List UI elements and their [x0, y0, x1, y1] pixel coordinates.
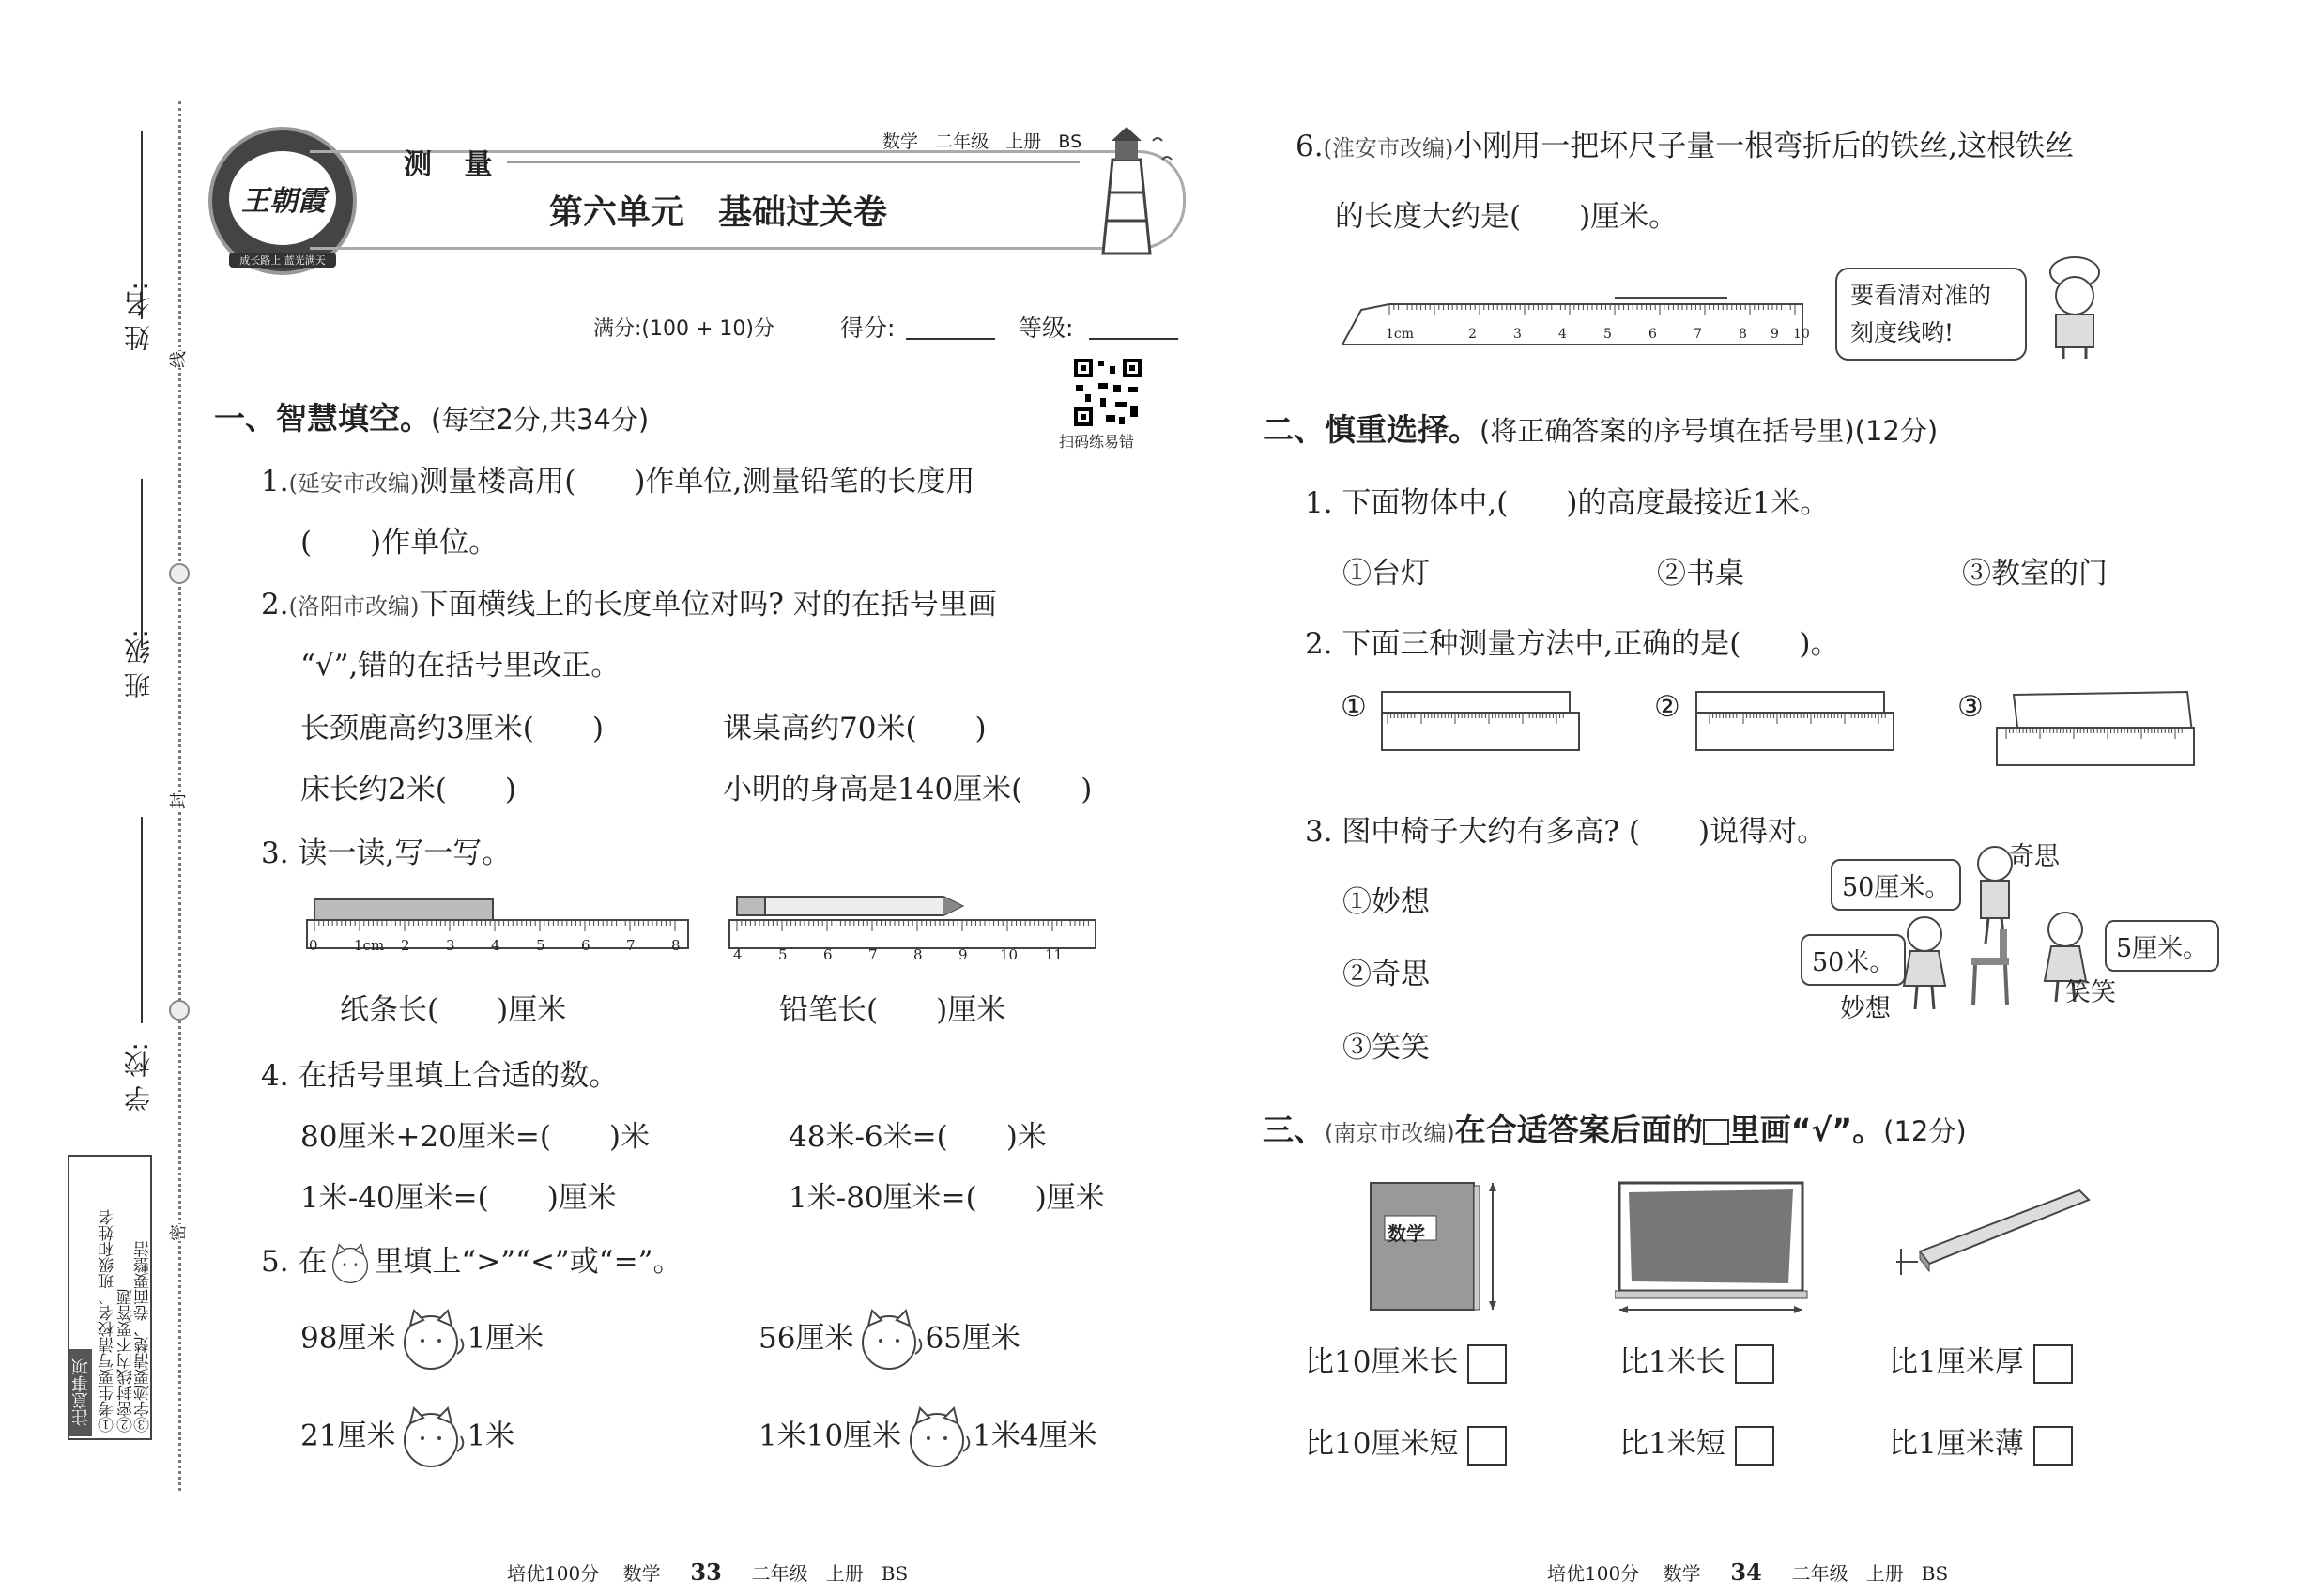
speech-bubble-xiaoxiao: 5厘米。: [2105, 920, 2219, 972]
page-number: 33: [690, 1558, 722, 1586]
binding-strip: [0, 0, 188, 1596]
q1-num: 1.: [261, 465, 289, 499]
q5-item: [300, 1307, 544, 1373]
q2-source: (洛阳市改编): [288, 593, 420, 620]
tick-label: 8: [1739, 327, 1747, 342]
math-book-illustration: [1366, 1178, 1507, 1314]
s3-option: [1305, 1420, 1507, 1466]
footer-volume: 上册: [1865, 1562, 1904, 1585]
tick-label: 11: [1045, 946, 1064, 963]
q4-prompt: 4. 在括号里填上合适的数。: [261, 1059, 619, 1093]
tick-label: 3: [1513, 327, 1522, 342]
s3-option: [1889, 1420, 2073, 1466]
tick-label: 2: [401, 937, 410, 954]
chef-character-icon: [2037, 253, 2112, 361]
header-volume: 上册: [1005, 131, 1042, 152]
section3-heading-b: 在合适答案后面的: [1454, 1112, 1703, 1148]
s2-q3-option: ①妙想: [1342, 885, 1430, 919]
s2-q1-option: ①台灯: [1342, 557, 1430, 591]
ruler-thickness-illustration: [1892, 1181, 2093, 1284]
s3-option: [1305, 1338, 1507, 1384]
q5-left: 56厘米: [759, 1321, 854, 1356]
q3-ruler2-labels: [728, 946, 1098, 969]
checkbox[interactable]: [1735, 1426, 1774, 1466]
footer-volume: 上册: [825, 1562, 864, 1585]
notice-item: ①考生要写清校名、班级和姓名: [99, 1209, 117, 1433]
tick-label: 2: [1468, 327, 1477, 342]
q4-item: 1米-80厘米=( )厘米: [789, 1181, 1105, 1215]
q1-line1: [261, 457, 974, 499]
unit-topic: 测 量: [404, 148, 504, 181]
checkbox-sample: [1703, 1119, 1729, 1145]
section2-title: [1263, 406, 1938, 450]
child-name-xiaoxiao: 笑笑: [2065, 978, 2116, 1007]
q2-item: 小明的身高是140厘米( ): [723, 773, 1093, 806]
section3-title: [1263, 1106, 1967, 1150]
compare-circle[interactable]: [395, 1404, 467, 1470]
q4-item: 48米-6米=( )米: [789, 1120, 1047, 1154]
q4-item: 1米-40厘米=( )厘米: [300, 1181, 617, 1215]
q6-source: (淮安市改编): [1323, 135, 1454, 161]
name-label: 姓 名:: [123, 282, 154, 352]
q5-item: [759, 1307, 1020, 1373]
q5-left: 98厘米: [300, 1321, 396, 1356]
q2-line2: “√”,错的在括号里改正。: [300, 649, 621, 683]
seal-dot: [169, 1000, 190, 1021]
seal-char-seal: 封: [165, 792, 190, 809]
q2-text: 下面横线上的长度单位对吗? 对的在括号里画: [419, 588, 997, 622]
section1-heading: 一、智慧填空。: [214, 400, 431, 437]
tick-label: 1cm: [1386, 327, 1415, 342]
brand-name: 王朝霞: [241, 185, 326, 218]
class-underline[interactable]: [141, 479, 143, 648]
notice-item: ③字迹要清楚、卷面要整洁: [134, 1241, 153, 1433]
tick-label: 10: [1000, 946, 1019, 963]
q6-num: 6.: [1296, 130, 1324, 163]
q6-line2: 的长度大约是( )厘米。: [1335, 200, 1679, 234]
footer-subject: 数学: [1663, 1562, 1701, 1585]
full-score: 满分:(100 + 10)分: [593, 317, 774, 341]
q5-right: 1米4厘米: [973, 1419, 1097, 1453]
tick-label: 6: [823, 946, 833, 963]
section1-title: [214, 394, 649, 438]
s2-q1-option: ③教室的门: [1962, 557, 2108, 591]
header-edition: BS: [1058, 131, 1082, 152]
section2-heading: 二、慎重选择。: [1263, 411, 1480, 448]
compare-circle[interactable]: [853, 1307, 925, 1373]
checkbox[interactable]: [2033, 1344, 2073, 1384]
q2-line1: [261, 580, 997, 622]
class-label: 班 级:: [123, 629, 154, 699]
method-ruler-3: [1995, 690, 2201, 770]
footer-grade: 二年级: [1791, 1562, 1848, 1585]
notice-item: ②密封线内不要答题: [117, 1289, 136, 1433]
tick-label: 8: [913, 946, 923, 963]
tick-label: 3: [446, 937, 455, 954]
tick-label: 5: [536, 937, 545, 954]
s3-option-label: 比1厘米厚: [1889, 1345, 2024, 1379]
section1-note: (每空2分,共34分): [431, 404, 650, 436]
checkbox[interactable]: [1467, 1426, 1507, 1466]
q5-text-a: 5. 在: [261, 1245, 328, 1279]
s3-option-label: 比1米长: [1619, 1345, 1725, 1379]
q6-line1: [1296, 122, 2074, 164]
q2-item: 课桌高约70米( ): [723, 712, 987, 745]
blackboard-illustration: [1615, 1178, 1812, 1319]
q2-item: 长颈鹿高约3厘米( ): [300, 712, 604, 745]
s2-q2-label: ①: [1341, 690, 1367, 724]
q4-item: 80厘米+20厘米=( )米: [300, 1120, 651, 1154]
score-label: 得分:: [840, 315, 896, 342]
s3-option: [1619, 1338, 1774, 1384]
s2-q3-option: ②奇思: [1342, 958, 1430, 991]
s3-option-label: 比1米短: [1619, 1427, 1725, 1461]
footer-edition: BS: [1921, 1562, 1949, 1585]
q5-right: 1厘米: [467, 1321, 544, 1356]
q5-right: 1米: [467, 1419, 515, 1453]
school-underline[interactable]: [141, 817, 143, 1023]
q1-line2: ( )作单位。: [300, 526, 498, 560]
q5-left: 21厘米: [300, 1419, 396, 1453]
qr-caption: 扫码练易错: [1059, 433, 1135, 451]
lighthouse-icon: [1080, 122, 1183, 263]
book-label: 数学: [1388, 1222, 1425, 1245]
s3-option: [1619, 1420, 1774, 1466]
footer-series: 培优100分: [1547, 1562, 1640, 1585]
speech-bubble-miaoxiang: 50米。: [1801, 934, 1906, 986]
section3-heading-a: 三、: [1263, 1112, 1325, 1148]
section3-heading-c: 里画“√”。: [1728, 1112, 1884, 1148]
compare-circle[interactable]: [901, 1404, 973, 1470]
tip-line: 刻度线哟!: [1850, 319, 1955, 346]
q5-right: 65厘米: [925, 1321, 1020, 1356]
q1-text: 测量楼高用( )作单位,测量铅笔的长度用: [419, 465, 975, 499]
qr-code-icon[interactable]: [1072, 357, 1143, 428]
tick-label: 7: [626, 937, 636, 954]
s2-q2-label: ②: [1654, 690, 1680, 724]
level-field[interactable]: [1089, 338, 1178, 340]
child-name-qisi: 奇思: [2009, 842, 2060, 871]
tick-label: 7: [868, 946, 878, 963]
q5-item: [759, 1404, 1097, 1470]
cat-circle-icon: [327, 1242, 374, 1285]
paper-title: 第六单元 基础过关卷: [549, 193, 888, 232]
q3-ruler1-labels: [305, 937, 690, 959]
footer-subject: 数学: [622, 1562, 661, 1585]
s2-q1-option: ②书桌: [1657, 557, 1744, 591]
tick-label: 7: [1694, 327, 1702, 342]
brand-tag: 成长路上 蓝光满天: [229, 253, 336, 268]
tick-label: 8: [671, 937, 681, 954]
s2-q2-label: ③: [1957, 690, 1984, 724]
q3-caption-pencil: 铅笔长( )厘米: [779, 993, 1006, 1027]
tick-label: 6: [1648, 327, 1657, 342]
q5-left: 1米10厘米: [759, 1419, 902, 1453]
tick-label: 10: [1793, 327, 1810, 342]
method-ruler-2: [1694, 690, 1901, 756]
header-meta: [882, 128, 1081, 153]
compare-circle[interactable]: [395, 1307, 467, 1373]
header-rule: [507, 161, 1080, 163]
footer-left: [507, 1558, 908, 1586]
q6-ruler-labels: [1333, 327, 1817, 347]
footer-series: 培优100分: [507, 1562, 600, 1585]
footer-right: [1547, 1558, 1948, 1586]
level-label: 等级:: [1019, 315, 1074, 342]
tip-line: 要看清对准的: [1850, 282, 1992, 309]
tick-label: 1cm: [354, 937, 385, 954]
header-subject: 数学: [882, 131, 919, 152]
s2-q3-option: ③笑笑: [1342, 1031, 1430, 1065]
notice-title: 注意事项: [69, 1349, 92, 1436]
tick-label: 9: [1771, 327, 1779, 342]
s3-option-label: 比10厘米短: [1305, 1427, 1459, 1461]
section3-note: (12分): [1883, 1115, 1967, 1147]
checkbox[interactable]: [1735, 1344, 1774, 1384]
header-grade: 二年级: [935, 131, 989, 152]
q5-item: [300, 1404, 514, 1470]
q6-text: 小刚用一把坏尺子量一根弯折后的铁丝,这根铁丝: [1453, 130, 2075, 163]
s3-option: [1889, 1338, 2073, 1384]
footer-edition: BS: [881, 1562, 909, 1585]
s2-q1: 1. 下面物体中,( )的高度最接近1米。: [1305, 486, 1830, 520]
score-field[interactable]: [906, 338, 995, 340]
tick-label: 6: [581, 937, 590, 954]
seal-dot: [169, 563, 190, 584]
tick-label: 0: [309, 937, 318, 954]
school-label: 学 校:: [123, 1042, 154, 1113]
tick-label: 9: [958, 946, 968, 963]
speech-bubble-qisi: 50厘米。: [1831, 859, 1961, 911]
tick-label: 4: [1558, 327, 1567, 342]
tip-bubble: [1835, 268, 2027, 361]
seal-char-close: 密: [165, 1224, 190, 1241]
tick-label: 5: [778, 946, 788, 963]
s2-q2: 2. 下面三种测量方法中,正确的是( )。: [1305, 627, 1840, 661]
s3-option-label: 比10厘米长: [1305, 1345, 1459, 1379]
q3-prompt: 3. 读一读,写一写。: [261, 836, 512, 870]
q2-num: 2.: [261, 588, 289, 622]
q3-caption-strip: 纸条长( )厘米: [340, 993, 567, 1027]
q5-text-b: 里填上“>”“<”或“=”。: [374, 1245, 682, 1279]
footer-grade: 二年级: [751, 1562, 808, 1585]
q5-prompt: [261, 1237, 682, 1285]
section2-note: (将正确答案的序号填在括号里)(12分): [1480, 415, 1939, 447]
s3-option-label: 比1厘米薄: [1889, 1427, 2024, 1461]
method-ruler-1: [1380, 690, 1587, 756]
q2-item: 床长约2米( ): [300, 773, 516, 806]
child-name-miaoxiang: 妙想: [1840, 994, 1891, 1023]
notice-box: [68, 1155, 152, 1440]
checkbox[interactable]: [1467, 1344, 1507, 1384]
tick-label: 4: [491, 937, 500, 954]
checkbox[interactable]: [2033, 1426, 2073, 1466]
tick-label: 5: [1603, 327, 1612, 342]
section3-source: (南京市改编): [1325, 1120, 1455, 1146]
q1-source: (延安市改编): [288, 470, 420, 497]
seal-char-line: 线: [165, 351, 190, 368]
page-number: 34: [1730, 1558, 1762, 1586]
s2-q3: 3. 图中椅子大约有多高? ( )说得对。: [1305, 815, 1827, 849]
tick-label: 4: [733, 946, 743, 963]
